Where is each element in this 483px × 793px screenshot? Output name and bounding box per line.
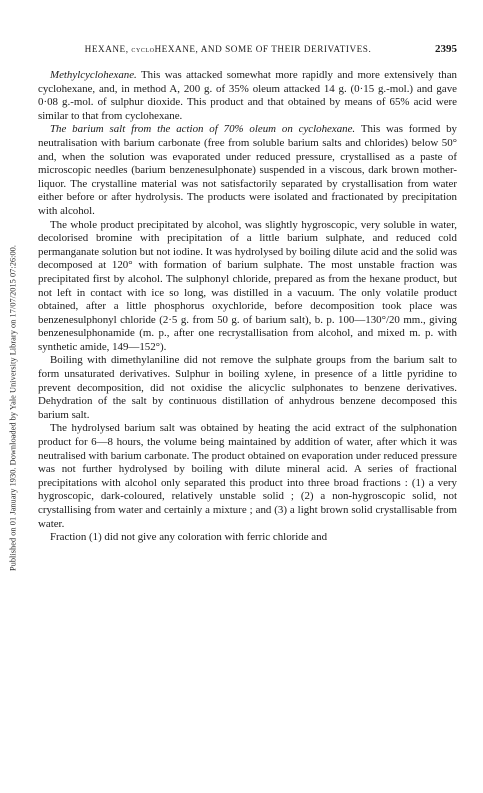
running-head: HEXANE, cycloHEXANE, AND SOME OF THEIR DERIVATIVES.	[84, 44, 372, 54]
provenance-text: Published on 01 January 1930. Downloaded by Yale University Library on 17/07/2015 07:26:00.	[8, 244, 18, 572]
paragraph-fraction-1	[38, 531, 457, 545]
paragraph-whole-product	[38, 219, 457, 355]
body-text	[38, 69, 457, 545]
paragraph-text: This was formed by neutralisation with barium carbonate (free from soluble barium salts and chlorides) below 50° and, when the solution was evaporated under reduced pressure, crystallised as a paste of microscopic needles (barium benzenesulphonate) suspended in a viscous, dark brown mother-liquor. The crystalline material was not satisfactorily separated by crystallisation from water either before or after hydrolysis. The products were isolated and fractionated by precipitation with alcohol.	[38, 123, 457, 217]
paragraph-text: The hydrolysed barium salt was obtained by heating the acid extract of the sulphonation product for 6—8 hours, the volume being maintained by addition of water, after which it was neutralised with barium carbonate. The product obtained on evaporation under reduced pressure was not further hydrolysed by boiling with dilute mineral acid. A series of fractional precipitations with alcohol only separated this product into three broad fractions : (1) a very hygroscopic, dark-coloured, relatively unstable solid ; (2) a non-hygroscopic solid, not crystallising from water and certainly a mixture ; and (3) a light brown solid crystallisable from water.	[38, 422, 457, 530]
paragraph-hydrolysed-salt	[38, 422, 457, 531]
paragraph-lead: Methylcyclohexane.	[50, 69, 137, 81]
paragraph-lead: The barium salt from the action of 70% oleum on cyclohexane.	[50, 123, 356, 136]
paragraph-text: This was attacked somewhat more rapidly and more extensively than cyclohexane, and, in method A, 200 g. of 35% oleum attacked 14 g. (0·15 g.-mol.) and gave 0·08 g.-mol. of sulphur dioxide. This product and that obtained by means of 65% acid were similar to that from cyclohexane.	[38, 69, 457, 122]
page-number: 2395	[435, 43, 457, 55]
paragraph-text: Fraction (1) did not give any coloration with ferric chloride and	[50, 531, 328, 544]
provenance-sidebar	[0, 0, 28, 793]
paragraph-text: The whole product precipitated by alcohol, was slightly hygroscopic, very soluble in water, decolorised bromine with precipitation of a little barium sulphate, and reduced cold permanganate solution but not iodine. It was hydrolysed by boiling dilute acid and the solid was decomposed at 120° with formation of barium sulphate. The most unstable fraction was precipitated first by alcohol. The sulphonyl chloride, prepared as from the hexane product, but not left in contact with ice so long, was distilled in a vacuum. The only volatile product obtained, after a little phosphorus oxychloride, before decomposition took place was benzenesulphonyl chloride (2·5 g. from 50 g. of barium salt), b. p. 100—130°/20 mm., giving benzenesulphonamide (m. p., after one recrystallisation from alcohol, and mixed m. p. with synthetic amide, 149—152°).	[38, 218, 457, 353]
paragraph-dimethylaniline	[38, 354, 457, 422]
page-header	[38, 44, 457, 58]
paragraph-methylcyclohexane	[38, 69, 457, 123]
paragraph-barium-salt	[38, 123, 457, 218]
paragraph-text: Boiling with dimethylaniline did not remove the sulphate groups from the barium salt to form unsaturated derivatives. Sulphur in boiling xylene, in presence of a little pyridine to prevent decomposition, did not oxidise the alicyclic sulphonates to benzene derivatives. Dehydration of the salt by continuous distillation of anhydrous benzene decomposed this barium salt.	[38, 354, 457, 421]
